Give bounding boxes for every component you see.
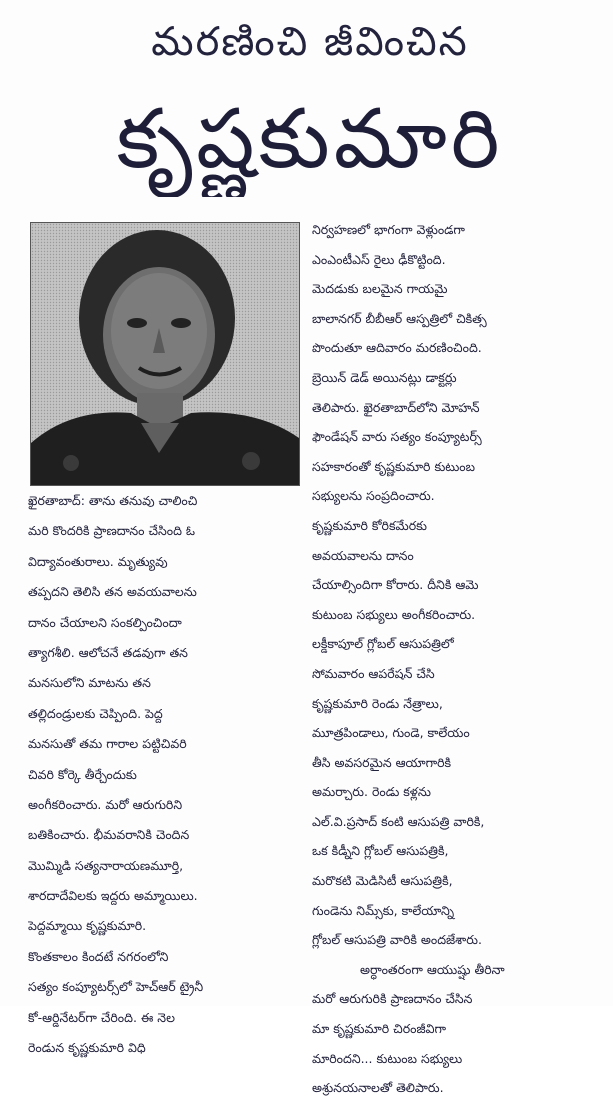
text-line: గుండెను నిమ్స్‌కు, కాలేయాన్ని bbox=[312, 902, 455, 918]
portrait-image bbox=[31, 223, 299, 485]
text-line: ఎల్.వి.ప్రసాద్ కంటి ఆసుపత్రి వారికి, bbox=[312, 813, 485, 829]
text-line: విద్యావంతురాలు. మృత్యువు bbox=[28, 553, 168, 569]
text-line: అశ్రునయనాలతో తెలిపారు. bbox=[312, 1080, 444, 1096]
text-line: శారదాదేవిలకు ఇద్దరు అమ్మాయిలు. bbox=[28, 888, 198, 904]
text-line: తీసి అవసరమైన ఆయాగారికి bbox=[312, 754, 452, 770]
text-line: అర్ధాంతరంగా ఆయుష్షు తీరినా bbox=[360, 961, 505, 977]
headline-top: మరణించి జీవించిన bbox=[151, 19, 469, 65]
text-line: తెలిపారు. ఖైరతాబాద్‌లోని మోహన్ bbox=[312, 399, 480, 415]
text-line: మరో ఆరుగురికి ప్రాణదానం చేసిన bbox=[312, 991, 473, 1007]
text-line: లక్డీకాపూల్ గ్లోబల్ ఆసుపత్రిలో bbox=[312, 636, 454, 652]
text-line: మూత్రపిండాలు, గుండె, కాలేయం bbox=[312, 725, 470, 741]
text-line: పొందుతూ ఆదివారం మరణించింది. bbox=[312, 340, 482, 356]
text-line: మా కృష్ణకుమారి చిరంజీవిగా bbox=[312, 1021, 446, 1037]
text-line: సత్యం కంప్యూటర్స్‌లో హెచ్‌ఆర్ ట్రైనీ bbox=[28, 979, 204, 995]
text-line: మెదడుకు బలమైన గాయమై bbox=[312, 281, 448, 297]
text-line: సభ్యులను సంప్రదించారు. bbox=[312, 488, 435, 504]
text-line: ఎంఎంటీఎస్ రైలు ఢీకొట్టింది. bbox=[312, 251, 446, 267]
text-line: మొమ్మిడి సత్యనారాయణమూర్తి, bbox=[28, 857, 184, 873]
text-line: మారిందని... కుటుంబ సభ్యులు bbox=[312, 1050, 463, 1066]
article-column-left bbox=[28, 486, 308, 1063]
text-line: చేయాల్సిందిగా కోరారు. దీనికి ఆమె bbox=[312, 577, 479, 593]
text-line: తప్పదని తెలిసి తన అవయవాలను bbox=[28, 584, 197, 600]
text-line: కొంతకాలం కిందటే నగరంలోని bbox=[28, 948, 169, 964]
article-column-right bbox=[312, 215, 598, 1103]
text-line: కృష్ణకుమారి కోరికమేరకు bbox=[312, 517, 427, 533]
text-line: సహకారంతో కృష్ణకుమారి కుటుంబ bbox=[312, 458, 475, 474]
portrait-photo bbox=[30, 222, 300, 486]
text-line: సోమవారం ఆపరేషన్ చేసి bbox=[312, 665, 435, 681]
text-line: నిర్వహణలో భాగంగా వెళ్లుండగా bbox=[312, 222, 465, 237]
text-line: చివరి కోర్కె తీర్చేందుకు bbox=[28, 766, 137, 782]
text-line: పెద్దమ్మాయి కృష్ణకుమారి. bbox=[28, 918, 147, 934]
text-line: కుటుంబ సభ్యులు అంగీకరించారు. bbox=[312, 606, 476, 622]
text-line: బ్రెయిన్ డెడ్ అయినట్లు డాక్టర్లు bbox=[312, 369, 457, 385]
text-line: మనసుతో తమ గారాల పట్టిచివరి bbox=[28, 736, 187, 752]
text-line: తల్లిదండ్రులకు చెప్పింది. పెద్ద bbox=[28, 705, 163, 721]
text-line: అంగీకరించారు. మరో ఆరుగురిని bbox=[28, 796, 183, 812]
text-line: దానం చేయాలని సంకల్పించిందా bbox=[28, 614, 182, 630]
text-line: త్యాగశీలి. ఆలోచనే తడవుగా తన bbox=[28, 644, 188, 660]
text-line: మనసులోని మాటను తన bbox=[28, 675, 151, 691]
text-line: బాలానగర్ బీబీఆర్ ఆస్పత్రిలో చికిత్స bbox=[312, 310, 487, 326]
text-line: కో-ఆర్డినేటర్‌గా చేరింది. ఈ నెల bbox=[28, 1009, 175, 1025]
text-line: గ్లోబల్ ఆసుపత్రి వారికి అందజేశారు. bbox=[312, 932, 482, 948]
text-line: రెండున కృష్ణకుమారి విధి bbox=[28, 1040, 146, 1056]
text-line: ఒక కిడ్నీని గ్లోబల్ ఆసుపత్రికి, bbox=[312, 843, 449, 859]
text-line: కృష్ణకుమారి రెండు నేత్రాలు, bbox=[312, 695, 443, 711]
text-line: ఖైరతాబాద్: తాను తనువు చాలించి bbox=[28, 493, 198, 508]
text-line: అవయవాలను దానం bbox=[312, 547, 414, 563]
headline-main: కృష్ణకుమారి bbox=[116, 92, 504, 187]
text-line: మరొకటి మెడిసిటీ ఆసుపత్రికి, bbox=[312, 873, 453, 889]
text-line: అమర్చారు. రెండు కళ్లను bbox=[312, 784, 431, 800]
text-line: బతికించారు. భీమవరానికి చెందిన bbox=[28, 827, 190, 843]
text-line: ఫౌండేషన్ వారు సత్యం కంప్యూటర్స్ bbox=[312, 429, 482, 445]
text-line: మరి కొందరికి ప్రాణదానం చేసింది ఓ bbox=[28, 523, 196, 539]
